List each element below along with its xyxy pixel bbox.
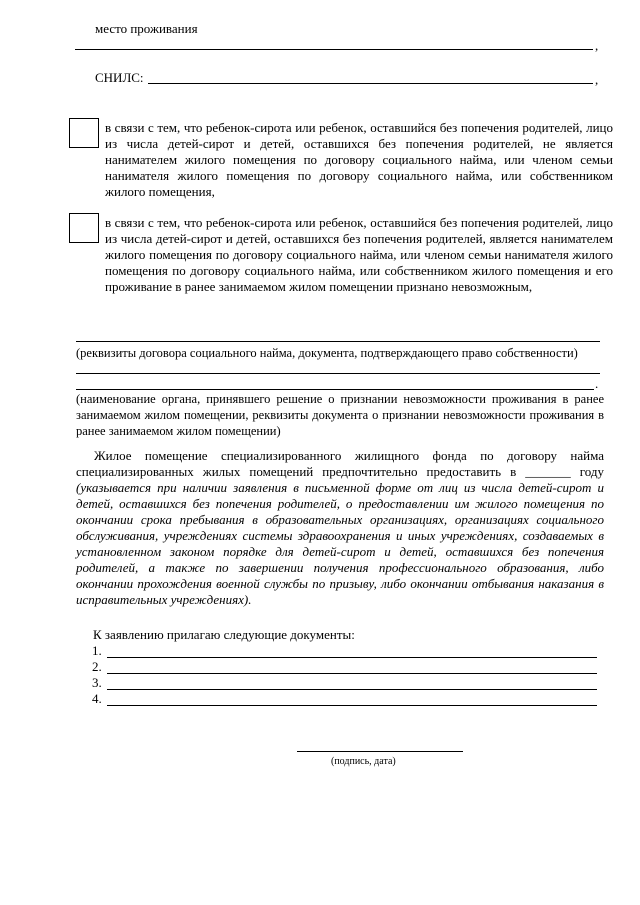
housing-note: (указывается при наличии заявления в письменной форме от лиц из числа детей-сирот и детей, оставшихся без попечения родителей, о предоставлении им жилого помещения по окончании срока пребывания в образовательных организациях, организациях социального обслуживания, учреждениях системы здравоохранения и иных учреждениях, создаваемых в установленном законом порядке для детей-сирот и детей, оставшихся без попечения родителей, а также по завершении получения профессионального образования, либо окончании прохождения военной службы по призыву, либо окончании отбывания наказания в исправительных учреждениях). [76,480,604,607]
signature-caption: (подпись, дата) [331,756,396,767]
organ-decision-field-2[interactable] [76,377,594,390]
residence-comma: , [595,38,599,53]
documents-title: К заявлению прилагаю следующие документы: [93,627,355,642]
snils-field[interactable] [148,71,593,84]
option2-text: в связи с тем, что ребенок-сирота или ребенок, оставшийся без попечения родителей, лицо из числа детей-сирот и детей, оставшихся без попечения родителей, является нанимателем жилого помещения по договору социального найма, или членом семьи нанимателя жилого помещения по договору социального найма, или собственником жилого помещения и его проживание в ранее занимаемом жилом помещении признано невозможным, [105,215,613,294]
residence-field[interactable] [75,37,593,50]
residence-label: место проживания [95,21,198,36]
option2-checkbox[interactable] [69,213,99,243]
snils-comma: , [595,72,599,87]
option1-text: в связи с тем, что ребенок-сирота или ребенок, оставшийся без попечения родителей, лицо из числа детей-сирот и детей, оставшихся без попечения родителей, не является нанимателем жилого помещения по договору социального найма, или членом семьи нанимателя жилого помещения по договору социального найма, или собственником жилого помещения, [105,120,613,199]
housing-text: Жилое помещение специализированного жилищного фонда по договору найма специализированных жилых помещений предпочтительно предоставить в _______ году [76,448,604,479]
contract-details-caption: (реквизиты договора социального найма, документа, подтверждающего право собственности) [76,346,578,360]
signature-field[interactable] [297,739,463,752]
organ-decision-period: . [595,376,599,391]
document-4-number: 4. [92,691,102,706]
document-2-number: 2. [92,659,102,674]
document-1-field[interactable] [107,645,597,658]
organ-decision-field-1[interactable] [76,361,600,374]
snils-label: СНИЛС: [95,70,144,85]
document-1-number: 1. [92,643,102,658]
document-3-number: 3. [92,675,102,690]
document-2-field[interactable] [107,661,597,674]
housing-paragraph [76,448,604,608]
option1-checkbox[interactable] [69,118,99,148]
organ-decision-caption: (наименование органа, принявшего решение о признании невозможности проживания в ранее занимаемом жилом помещении, реквизиты документа о признании невозможности проживания в ранее занимаемом жилом помещении) [76,392,604,438]
document-4-field[interactable] [107,693,597,706]
document-3-field[interactable] [107,677,597,690]
contract-details-field[interactable] [76,329,600,342]
